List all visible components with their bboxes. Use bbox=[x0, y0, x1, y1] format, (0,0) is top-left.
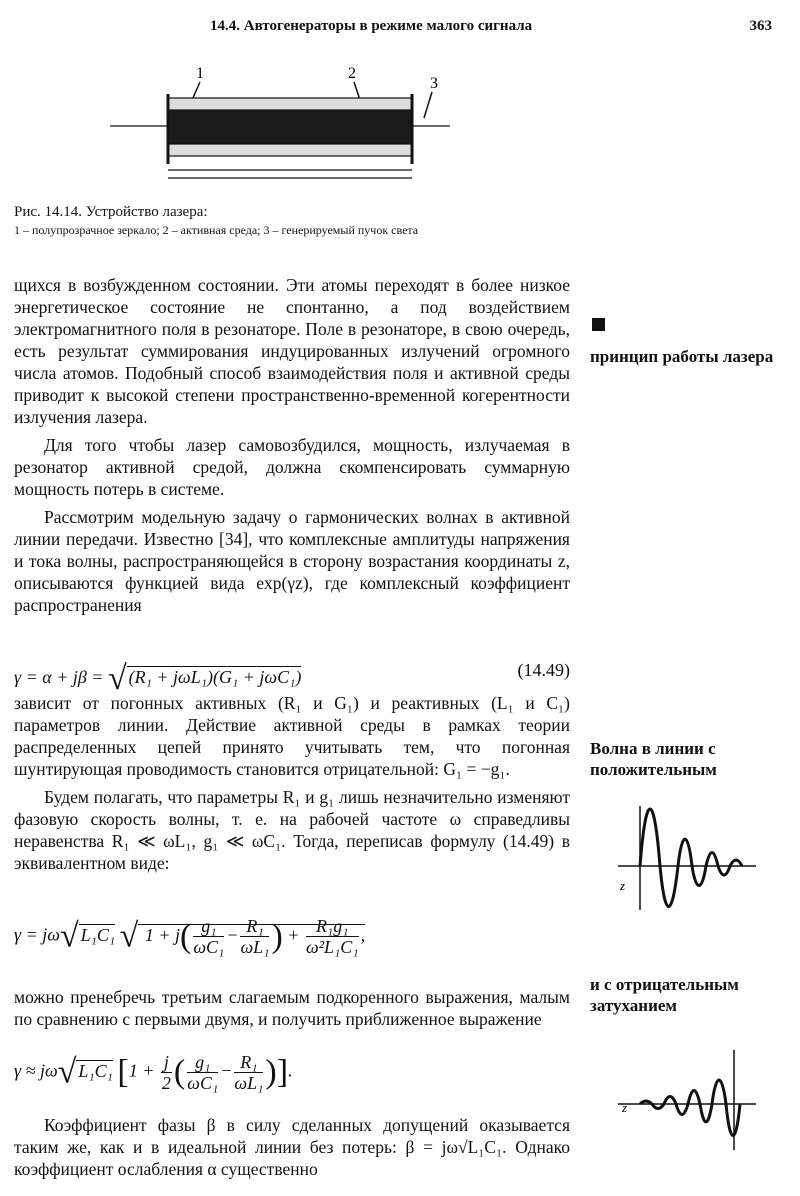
body-text-4 bbox=[14, 1114, 570, 1180]
figure-caption bbox=[14, 204, 574, 238]
equation-14-49: γ = α + jβ = √ (R₁ + jωL₁)(G₁ + jωC₁) bbox=[14, 660, 302, 697]
paragraph: можно пренебречь третьим слагаемым подкоренного выражения, малым по сравнению с первыми двумя, и получить приближенное выражение bbox=[14, 987, 570, 1029]
body-text-1 bbox=[14, 274, 570, 616]
equation-expanded: γ = jω√ L₁C₁ √ 1 + j( $\frac{\text{g₁}}{\text{ωC₁}}$ − $\frac{\text{R₁}}{\text{ωL₁}}$ ) + $\frac{\text{R₁g₁}}{\text{ω²L₁C₁}}$ , bbox=[14, 916, 366, 957]
axis-label-z: z bbox=[622, 1100, 628, 1115]
side-note-laser-principle: принцип работы лазера bbox=[590, 347, 774, 366]
wave-growing bbox=[610, 1050, 760, 1160]
body-text-2 bbox=[14, 692, 570, 874]
label-beam: 3 bbox=[430, 75, 438, 92]
laser-diagram bbox=[110, 60, 450, 190]
wave-decaying bbox=[610, 800, 760, 910]
side-note-negative: и с отрицательным затуханием bbox=[590, 975, 739, 1015]
paragraph: Будем полагать, что параметры R₁ и g₁ лишь незначительно изменяют фазовую скорость волны, т. е. на рабочей частоте ω справедливы неравенства R₁ ≪ ωL₁, g₁ ≪ ωC₁. Тогда, переписав формулу (14.49) в эквивалентном виде: bbox=[14, 787, 570, 873]
caption-text: 1 – полупрозрачное зеркало; 2 – активная среда; 3 – генерируемый пучок света bbox=[14, 223, 419, 237]
margin-marker bbox=[592, 318, 605, 331]
label-mirror: 1 bbox=[196, 65, 204, 82]
side-note-positive: Волна в линии с положительным bbox=[590, 739, 717, 779]
paragraph: Рассмотрим модельную задачу о гармонических волнах в активной линии передачи. Известно [34], что комплексные амплитуды напряжения и тока волны, распространяющейся в сторону возрастания координаты z, описываются функцией вида exp(γz), где комплексный коэффициент распространения bbox=[14, 507, 570, 615]
caption-title: Рис. 14.14. Устройство лазера: bbox=[14, 204, 208, 220]
paragraph: зависит от погонных активных (R₁ и G₁) и реактивных (L₁ и C₁) параметров линии. Действие активной среды в рамках теории распределенных цепей принято учитывать тем, что погонная шунтирующая проводимость становится отрицательной: G₁ = −g₁. bbox=[14, 693, 570, 779]
paragraph: Для того чтобы лазер самовозбудился, мощность, излучаемая в резонатор активной средой, должна скомпенсировать суммарную мощность потерь в системе. bbox=[14, 435, 570, 499]
paragraph: Коэффициент фазы β в силу сделанных допущений оказывается таким же, как и в идеальной линии без потерь: β = jω√L₁C₁. Однако коэффициент ослабления α существенно bbox=[14, 1115, 570, 1179]
running-header: 14.4. Автогенераторы в режиме малого сигнала bbox=[210, 18, 533, 34]
body-text-3 bbox=[14, 986, 570, 1030]
label-medium: 2 bbox=[348, 65, 356, 82]
active-medium bbox=[168, 110, 412, 144]
equation-number: (14.49) bbox=[517, 660, 570, 680]
page-number: 363 bbox=[749, 18, 772, 34]
axis-label-z: z bbox=[620, 878, 626, 893]
paragraph: щихся в возбужденном состоянии. Эти атомы переходят в более низкое энергетическое состояние не спонтанно, а под воздействием электромагнитного поля в резонаторе. Поле в резонаторе, в свою очередь, есть результат суммирования индуцированных излучений огромного числа атомов. Подобный способ взаимодействия поля и активной среды приводит к высокой степени пространственно-временной когерентности излучения лазера. bbox=[14, 275, 570, 427]
equation-approx: γ ≈ jω√ L₁C₁ [1 + $\frac{j}{2}$ ( $\frac{\text{g₁}}{\text{ωC₁}}$ − $\frac{\text{R₁}}{\text{ωL₁}}$ )]. bbox=[14, 1052, 293, 1093]
